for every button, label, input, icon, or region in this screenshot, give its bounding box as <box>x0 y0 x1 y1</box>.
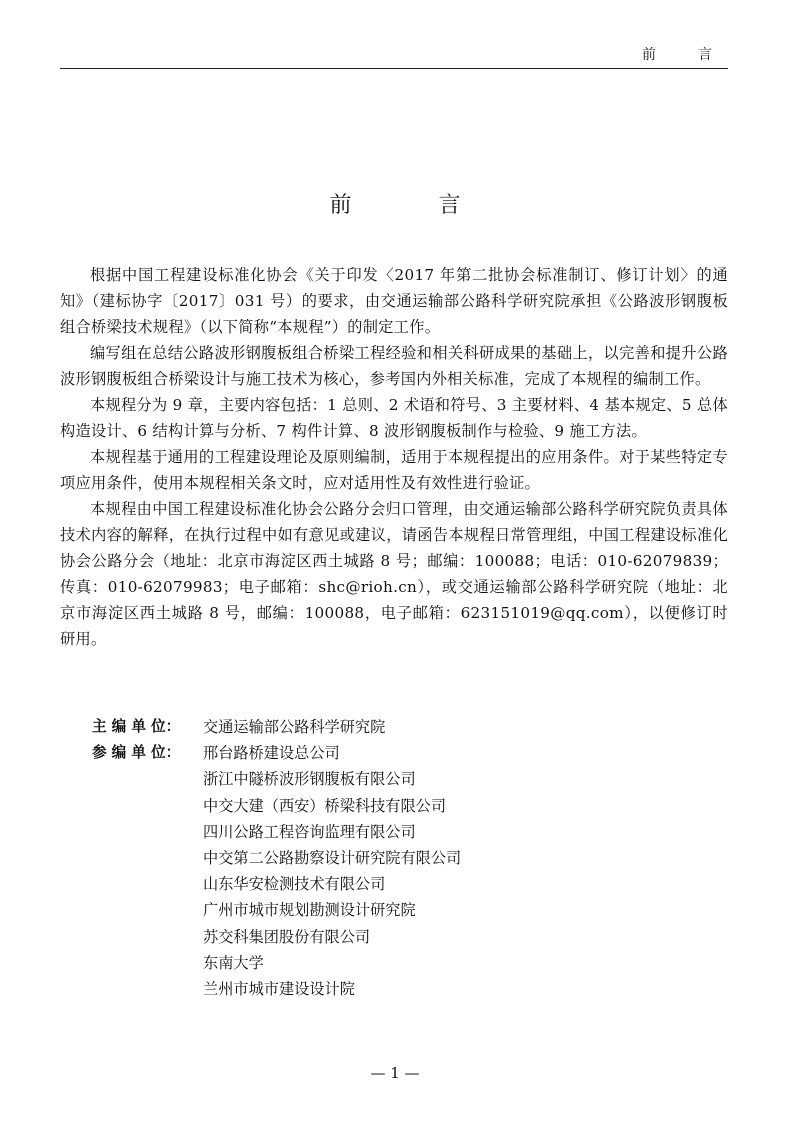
participating-unit: 东南大学 <box>203 953 264 972</box>
paragraph: 根据中国工程建设标准化协会《关于印发〈2017 年第二批协会标准制订、修订计划〉的通知》（建标协字〔2017〕031 号）的要求，由交通运输部公路科学研究院承担《公路波形钢腹板组合桥梁技术规程》（以下简称“本规程”）的制定工作。 <box>60 266 729 336</box>
participating-row <box>92 897 461 923</box>
editor-units <box>92 714 461 1002</box>
chief-editor-row <box>92 714 461 740</box>
header-rule <box>60 68 728 69</box>
page-number: — 1 — <box>370 1064 420 1082</box>
chief-editor-unit: 交通运输部公路科学研究院 <box>203 718 386 736</box>
body-text <box>60 262 728 652</box>
participating-unit: 广州市城市规划勘测设计研究院 <box>203 901 416 920</box>
participating-row <box>92 766 461 792</box>
paragraph: 本规程由中国工程建设标准化协会公路分会归口管理，由交通运输部公路科学研究院负责具体技术内容的解释，在执行过程中如有意见或建议，请函告本规程日常管理组，中国工程建设标准化协会公路分会（地址：北京市海淀区西土城路 8 号；邮编：100088；电话：010-62079839；传真：010-62079983；电子邮箱：shc@rioh.cn），或交通运输部公路科学研究院（地址：北京市海淀区西土城路 8 号，邮编：100088，电子邮箱：623151019@qq.com），以便修订时研用。 <box>60 500 728 648</box>
participating-row <box>92 871 461 897</box>
chief-editor-label: 主 编 单 位： <box>92 718 181 735</box>
participating-unit: 中交大建（西安）桥梁科技有限公司 <box>203 796 446 815</box>
participating-unit: 苏交科集团股份有限公司 <box>203 927 371 946</box>
participating-row <box>92 976 461 1002</box>
participating-row <box>92 793 461 819</box>
participating-unit: 浙江中隧桥波形钢腹板有限公司 <box>203 770 416 789</box>
participating-unit: 兰州市城市建设设计院 <box>203 980 355 999</box>
participating-label: 参 编 单 位： <box>92 744 181 762</box>
participating-row <box>92 845 461 871</box>
paragraph: 本规程基于通用的工程建设理论及原则编制，适用于本规程提出的应用条件。对于某些特定专项应用条件，使用本规程相关条文时，应对适用性及有效性进行验证。 <box>60 448 728 492</box>
page-title: 前 言 <box>329 193 501 218</box>
participating-row <box>92 924 461 950</box>
participating-row <box>92 819 461 845</box>
participating-unit: 中交第二公路勘察设计研究院有限公司 <box>203 849 462 868</box>
participating-row <box>92 740 461 766</box>
paragraph: 本规程分为 9 章，主要内容包括：1 总则、2 术语和符号、3 主要材料、4 基本规定、5 总体构造设计、6 结构计算与分析、7 构件计算、8 波形钢腹板制作与检验、9 施工方法。 <box>60 396 728 440</box>
paragraph: 编写组在总结公路波形钢腹板组合桥梁工程经验和相关科研成果的基础上，以完善和提升公路波形钢腹板组合桥梁设计与施工技术为核心，参考国内外相关标准，完成了本规程的编制工作。 <box>60 344 728 388</box>
participating-row <box>92 950 461 976</box>
participating-unit: 邢台路桥建设总公司 <box>203 744 340 763</box>
participating-unit: 四川公路工程咨询监理有限公司 <box>203 822 416 841</box>
running-header: 前 言 <box>642 47 726 63</box>
participating-unit: 山东华安检测技术有限公司 <box>203 875 386 894</box>
